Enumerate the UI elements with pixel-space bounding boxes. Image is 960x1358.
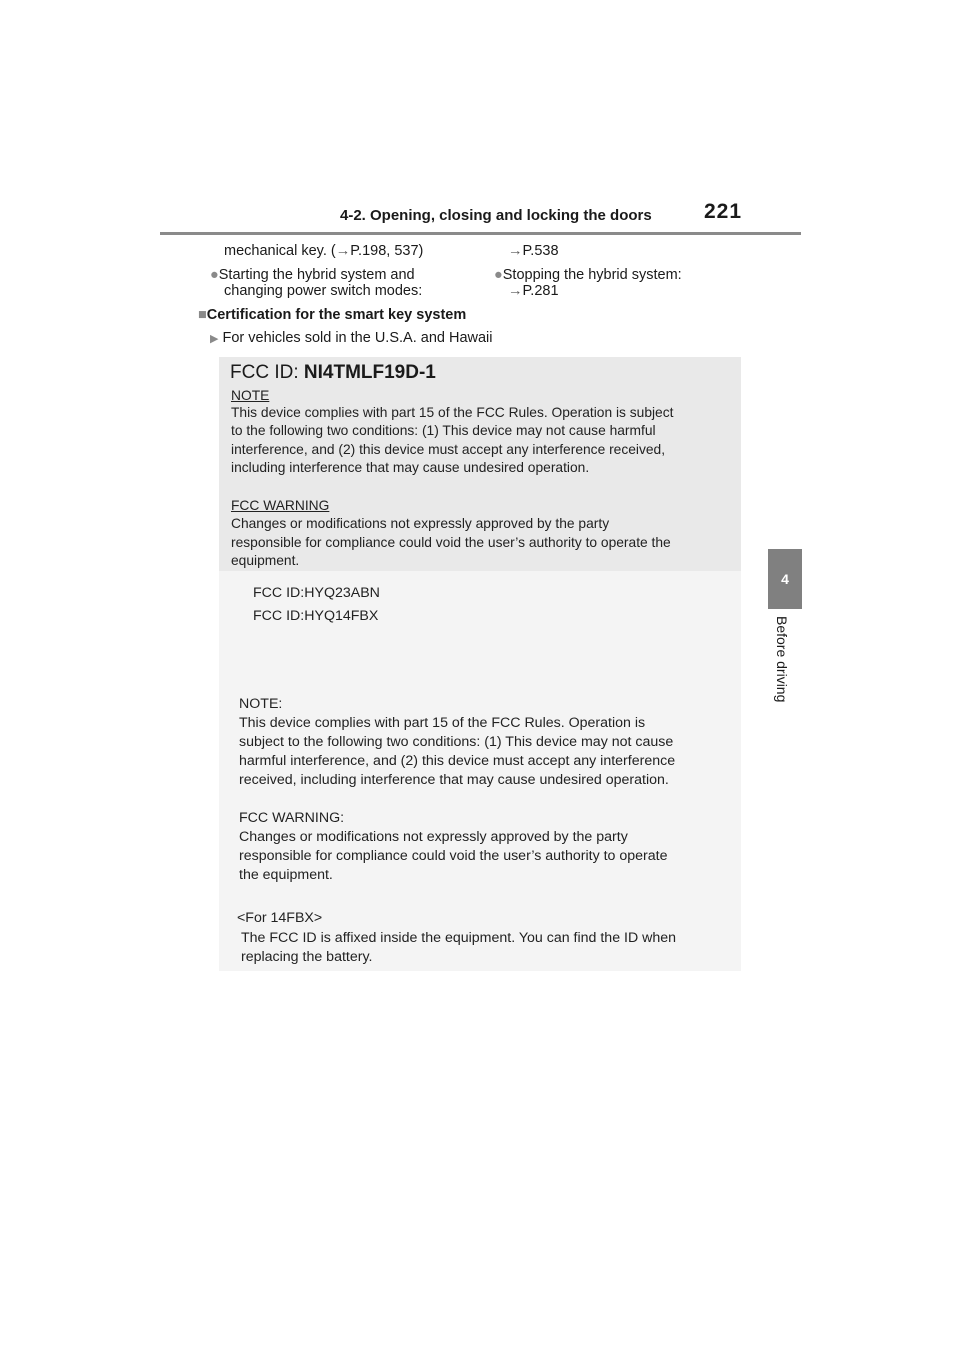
fcc-label-image [219,357,741,971]
for-line: The FCC ID is affixed inside the equipment. You can find the ID when [241,930,677,946]
for-line: replacing the battery. [241,949,373,965]
page-number: 221 [704,200,743,223]
list-item-start-hybrid: ●Starting the hybrid system and [210,267,415,283]
warning-line: the equipment. [239,867,333,883]
sub-heading: ▶ For vehicles sold in the U.S.A. and Hawaii [210,330,493,346]
ref-line-right [508,244,559,259]
arrow-icon: → [508,243,523,259]
note-line: interference, and (2) this device must accept any interference received, [231,442,666,457]
arrow-icon: → [335,243,351,259]
triangle-right-icon: ▶ [210,333,219,345]
header-divider [160,232,801,235]
fcc-id-line: FCC ID:HYQ14FBX [253,608,379,624]
warning-title: FCC WARNING: [239,810,345,826]
warning-line: equipment. [231,553,300,568]
chapter-label [760,616,810,736]
note-line: This device complies with part 15 of the FCC Rules. Operation is [239,715,646,731]
square-icon: ■ [198,307,207,323]
note-line: harmful interference, and (2) this device must accept any interference [239,753,676,769]
fcc-id-line: FCC ID:HYQ23ABN [253,585,380,601]
warning-line: responsible for compliance could void the user’s authority to operate the [231,535,671,550]
warning-line: Changes or modifications not expressly approved by the party [239,829,628,845]
chapter-tab[interactable] [768,549,802,609]
arrow-icon: → [508,283,523,299]
list-item-stop-hybrid-line2 [508,284,559,299]
fcc-label-bottom [219,571,741,971]
list-item-stop-hybrid: ●Stopping the hybrid system: [494,267,682,283]
note-title: NOTE: [239,696,283,712]
fcc-id-main: FCC ID: NI4TMLF19D-1 [230,362,436,383]
page-ref-link[interactable]: P.198, 537) [350,243,424,259]
section-heading: ■Certification for the smart key system [198,307,467,323]
note-line: This device complies with part 15 of the FCC Rules. Operation is subject [231,405,674,420]
warning-title: FCC WARNING [231,498,330,513]
for-tag: <For 14FBX> [237,910,323,926]
list-item-start-hybrid-line2: changing power switch modes: [224,283,423,299]
note-line: including interference that may cause undesired operation. [231,460,590,475]
section-title: 4-2. Opening, closing and locking the doors [340,207,652,224]
page-ref-link[interactable]: P.281 [522,283,559,299]
bullet-icon: ● [494,267,503,283]
warning-line: Changes or modifications not expressly approved by the party [231,516,610,531]
page-ref-link[interactable]: P.538 [522,243,559,259]
chapter-number: 4 [781,571,789,587]
note-line: subject to the following two conditions: (1) This device may not cause [239,734,674,750]
note-line: received, including interference that may cause undesired operation. [239,772,669,788]
chapter-label-text: Before driving [774,616,790,703]
fcc-label-top [219,357,741,571]
note-title: NOTE [231,388,270,403]
bullet-icon: ● [210,267,219,283]
note-line: to the following two conditions: (1) This device may not cause harmful [231,423,656,438]
ref-line-left: mechanical key. (→P.198, 537) [224,243,424,259]
warning-line: responsible for compliance could void the user’s authority to operate [239,848,668,864]
